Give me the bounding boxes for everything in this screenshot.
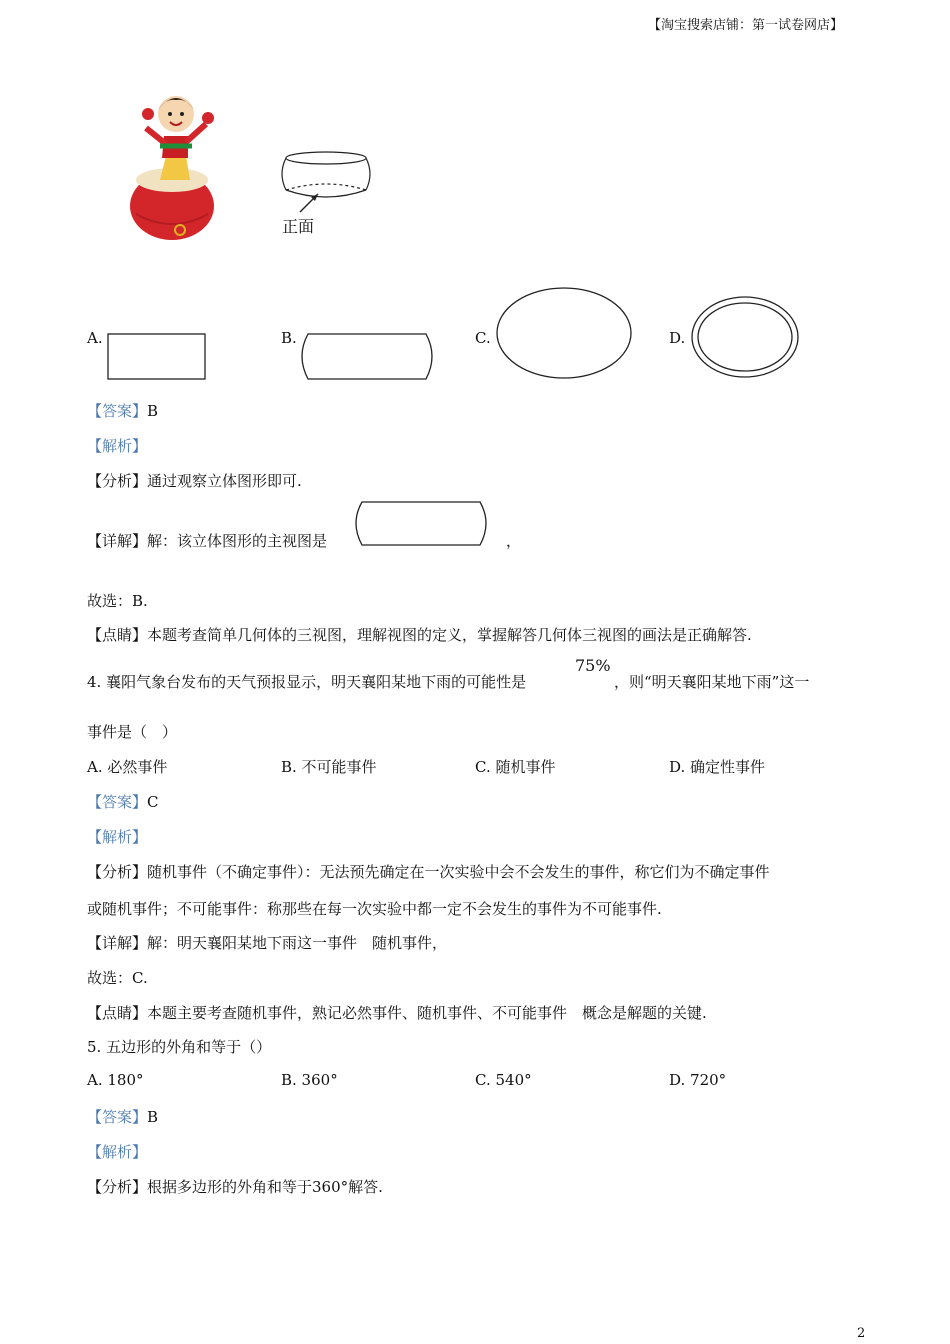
q4-analysis-tag: 【解析】 (87, 828, 148, 846)
q4-percent: 75% (575, 656, 611, 675)
q5-option-a: A. 180° (87, 1071, 144, 1089)
header-note: 【淘宝搜索店铺：第一试卷网店】 (648, 18, 844, 33)
front-label: 正面 (282, 217, 315, 236)
option-a-rectangle (106, 332, 208, 382)
q4-stem-b: ，则“明天襄阳某地下雨”这一 (614, 673, 810, 691)
q4-fenxi: 【分析】随机事件（不确定事件）：无法预先确定在一次实验中会不会发生的事件，称它们为不确定事件 (87, 863, 770, 881)
q4-option-a: A. 必然事件 (87, 758, 168, 776)
q5-option-c: C. 540° (475, 1071, 532, 1089)
q4-option-c: C. 随机事件 (475, 758, 556, 776)
q5-fenxi: 【分析】根据多边形的外角和等于360°解答. (87, 1178, 383, 1196)
fenxi-tag: 【分析】 (87, 472, 148, 490)
q3-answer (87, 400, 158, 421)
q4-detail: 【详解】解：明天襄阳某地下雨这一事件 随机事件， (87, 934, 448, 952)
detail-barrel-shape (354, 500, 490, 548)
answer-value: C (147, 793, 159, 811)
q3-analysis-tag: 【解析】 (87, 437, 148, 455)
q5-answer (87, 1106, 158, 1127)
q3-fenxi: 【分析】通过观察立体图形即可. (87, 472, 302, 490)
comment-tag: 【点睛】 (87, 1004, 148, 1022)
q3-detail-tail: ， (506, 532, 522, 550)
option-d-letter: D. (669, 329, 686, 347)
answer-value: B (147, 402, 159, 420)
detail-tag: 【详解】 (87, 934, 148, 952)
q4-stem-a: 4. 襄阳气象台发布的天气预报显示，明天襄阳某地下雨的可能性是 (87, 673, 527, 691)
q4-choose: 故选：C. (87, 969, 148, 987)
q4-comment: 【点睛】本题主要考查随机事件，熟记必然事件、随机事件、不可能事件 概念是解题的关键. (87, 1004, 707, 1022)
q5-option-d: D. 720° (669, 1071, 727, 1089)
option-a-letter: A. (87, 329, 103, 347)
comment-tag: 【点睛】 (87, 626, 148, 644)
answer-tag: 【答案】 (87, 793, 148, 811)
q4-fenxi-line2: 或随机事件；不可能事件：称那些在每一次实验中都一定不会发生的事件为不可能事件. (87, 900, 662, 918)
answer-value: B (147, 1108, 159, 1126)
drum-kid-illustration (126, 84, 218, 244)
answer-tag: 【答案】 (87, 402, 148, 420)
q5-analysis-tag: 【解析】 (87, 1143, 148, 1161)
option-d-double-ellipse (689, 294, 801, 380)
q4-stem-c: 事件是（ ） (87, 723, 178, 741)
q3-choose: 故选：B. (87, 592, 148, 610)
q5-stem: 5. 五边形的外角和等于（） (87, 1038, 272, 1056)
q4-option-d: D. 确定性事件 (669, 758, 766, 776)
option-c-letter: C. (475, 329, 491, 347)
answer-tag: 【答案】 (87, 1108, 148, 1126)
option-b-letter: B. (281, 329, 297, 347)
q3-detail: 【详解】解：该立体图形的主视图是 (87, 532, 328, 550)
fenxi-tag: 【分析】 (87, 863, 148, 881)
q3-comment: 【点睛】本题考查简单几何体的三视图，理解视图的定义，掌握解答几何体三视图的画法是正确解答. (87, 626, 752, 644)
q4-option-b: B. 不可能事件 (281, 758, 377, 776)
page-number: 2 (857, 1326, 866, 1341)
q4-answer (87, 791, 159, 812)
option-b-barrel-shape (300, 332, 436, 382)
option-c-ellipse (494, 286, 634, 382)
fenxi-tag: 【分析】 (87, 1178, 148, 1196)
q5-option-b: B. 360° (281, 1071, 338, 1089)
detail-tag: 【详解】 (87, 532, 148, 550)
